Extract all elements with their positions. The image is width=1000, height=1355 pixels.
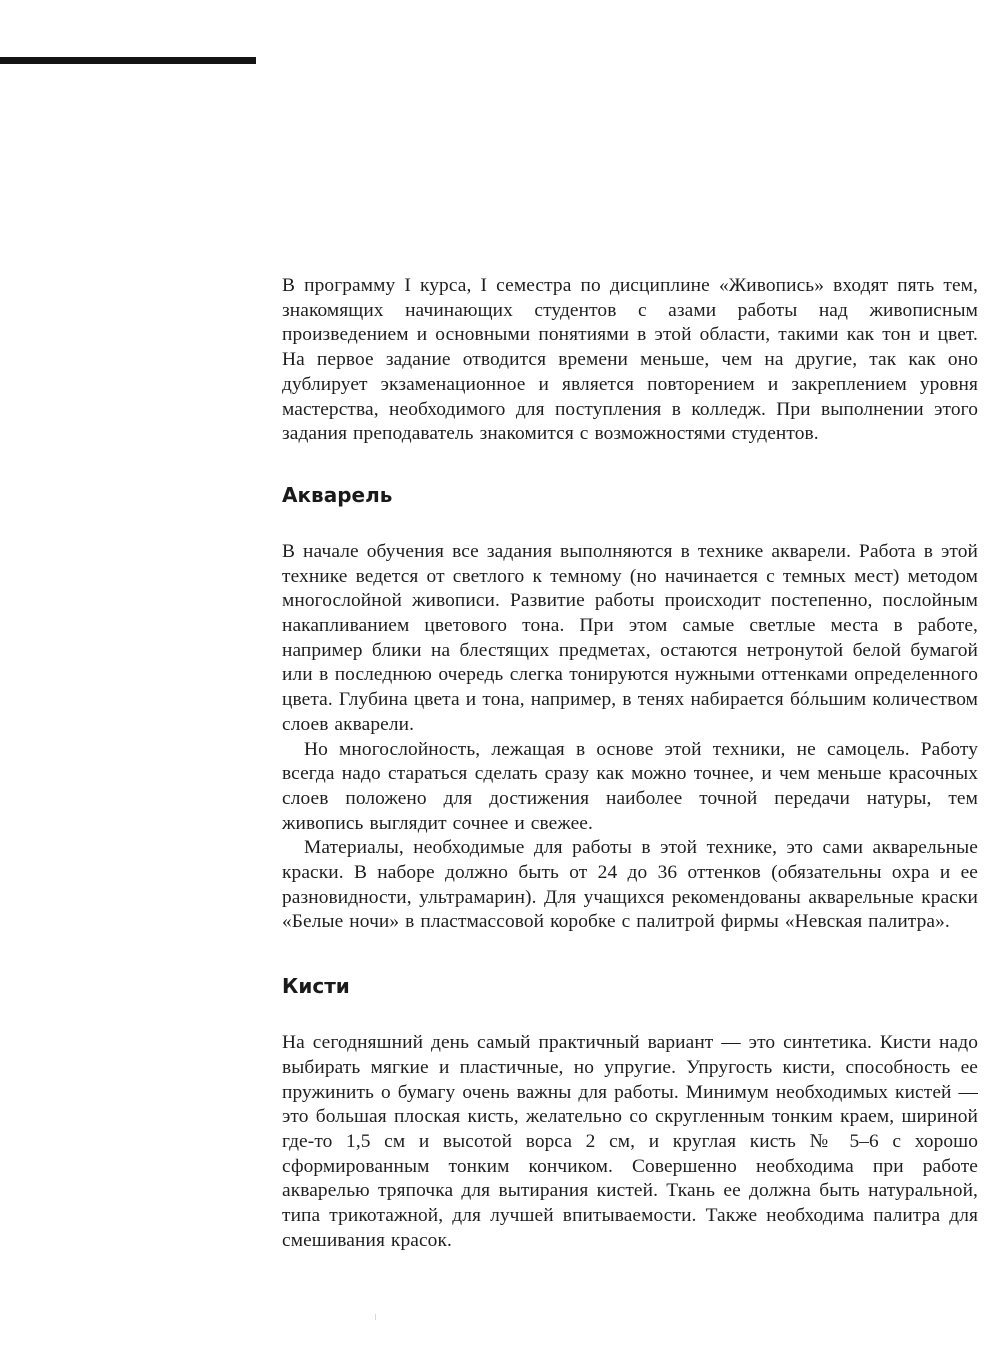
intro-paragraph: В программу I курса, I семестра по дисциплине «Живопись» входят пять тем, знакомящих начинающих студентов с азами работы над живописным произведением и основными понятиями в этой области, такими как тон и цвет. На первое задание отводится времени меньше, чем на другие, так как оно дублирует экзаменационное и является повторением и закреплением уровня мастерства, необходимого для поступления в колледж. При выполнении этого задания преподаватель знакомится с возможностями студентов.: [282, 275, 978, 445]
akvarel-paragraph-3: Материалы, необходимые для работы в этой технике, это сами акварельные краски. В наборе должно быть от 24 до 36 оттенков (обязательны охра и ее разновидности, ультрамарин). Для учащихся рекомендованы акварельные краски «Белые ночи» в пластмассовой коробке с палитрой фирмы «Невская палитра».: [282, 837, 978, 933]
akvarel-paragraph-2: Но многослойность, лежащая в основе этой техники, не самоцель. Работу всегда надо стараться сделать сразу как можно точнее, и чем меньше красочных слоев положено для достижения наиболее точной передачи натуры, тем живопись выглядит сочнее и свежее.: [282, 738, 978, 834]
page-mark: [375, 1314, 376, 1320]
kisti-paragraph-1: На сегодняшний день самый практичный вариант — это синтетика. Кисти надо выбирать мягкие и пластичные, но упругие. Упругость кисти, способность ее пружинить о бумагу очень важны для работы. Минимум необходимых кистей — это большая плоская кисть, желательно со скругленным тонким краем, шириной где-то 1,5 см и высотой ворса 2 см, и круглая кисть № 5–6 с хорошо сформированным тонким кончиком. Совершенно необходима при работе акварелью тряпочка для вытирания кистей. Ткань ее должна быть натуральной, типа трикотажной, для лучшей впитываемости. Также необходима палитра для смешивания красок.: [282, 1032, 978, 1251]
section-heading-kisti: Кисти: [282, 974, 350, 999]
akvarel-paragraph-1: В начале обучения все задания выполняются в технике акварели. Работа в этой технике ведется от светлого к темному (но начинается с темных мест) методом многослойной живописи. Развитие работы происходит постепенно, послойным накапливанием цветового тона. При этом самые светлые места в работе, например блики на блестящих предметах, остаются нетронутой белой бумагой или в последнюю очередь слегка тонируются нужными оттенками определенного цвета. Глубина цвета и тона, например, в тенях набирается бóльшим количеством слоев акварели.: [282, 540, 978, 735]
top-decorative-rule: [0, 57, 256, 64]
page-body: [282, 274, 978, 1254]
section-heading-akvarel: Акварель: [282, 482, 393, 507]
